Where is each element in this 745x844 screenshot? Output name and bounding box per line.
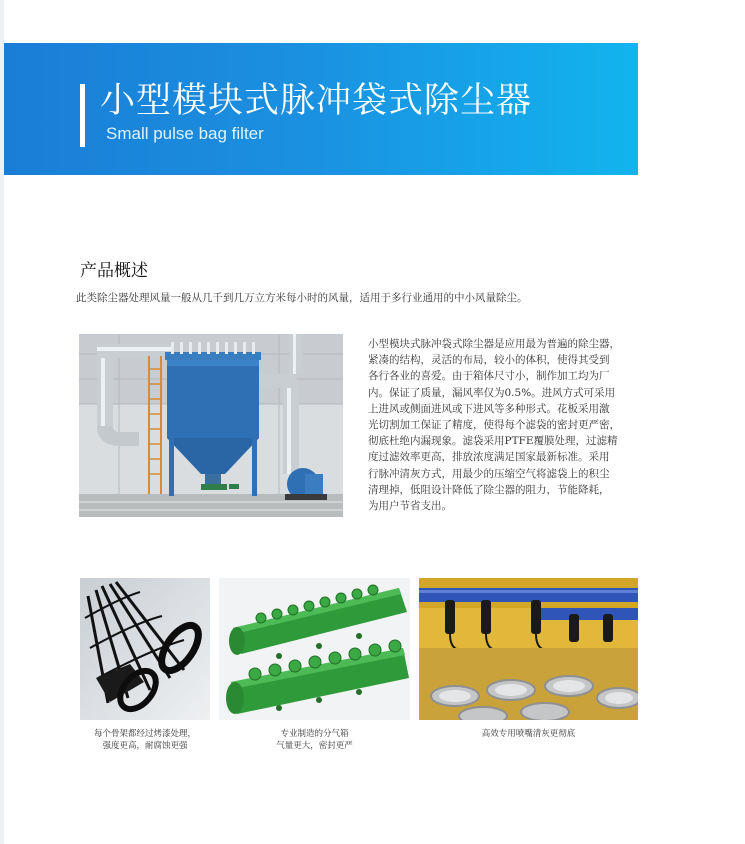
nozzle-caption (419, 728, 638, 740)
description-line: 为用户节省支出。 (368, 500, 452, 513)
description-line: 光切割加工保证了精度，使得每个滤袋的密封更严密， (368, 419, 620, 432)
dust-collector-photo (79, 334, 343, 517)
description-line: 上进风或侧面进风或下进风等多种形式。花板采用激 (368, 402, 610, 415)
intro-paragraph: 此类除尘器处理风量一般从几千到几万立方米每小时的风量，适用于多行业通用的中小风量除尘。 (76, 292, 528, 304)
description-line: 彻底杜绝内漏现象。滤袋采用PTFE覆膜处理，过滤精 (368, 435, 618, 448)
nozzle-photo (419, 578, 638, 720)
page-subtitle: Small pulse bag filter (106, 124, 264, 143)
air-manifold-caption (219, 728, 410, 752)
filter-cage-photo (80, 578, 210, 720)
product-description (368, 336, 644, 514)
caption-line: 每个骨架都经过烤漆处理， (93, 729, 196, 739)
caption-line: 强度更高，耐腐蚀更强 (102, 741, 188, 751)
description-line: 行脉冲清灰方式，用最少的压缩空气将滤袋上的积尘 (368, 467, 610, 480)
air-manifold-photo (219, 578, 410, 720)
description-line: 各行各业的喜爱。由于箱体尺寸小，制作加工均为厂 (368, 370, 610, 383)
description-line: 清理掉，低阻设计降低了除尘器的阻力，节能降耗， (368, 483, 610, 496)
banner-accent-bar (80, 84, 85, 147)
filter-cage-caption (80, 728, 210, 752)
caption-line: 专业制造的分气箱 (280, 729, 349, 739)
description-line: 内。保证了质量，漏风率仅为0.5%。进风方式可采用 (368, 386, 616, 399)
page-title: 小型模块式脉冲袋式除尘器 (100, 81, 533, 121)
description-line: 小型模块式脉冲袋式除尘器是应用最为普遍的除尘器， (368, 338, 620, 350)
section-heading: 产品概述 (80, 261, 148, 281)
description-line: 度过滤效率更高，排放浓度满足国家最新标准。采用 (368, 451, 610, 464)
caption-line: 高效专用喷嘴清灰更彻底 (481, 729, 576, 739)
caption-line: 气量更大，密封更严 (276, 741, 353, 751)
title-banner (4, 43, 638, 175)
description-line: 紧凑的结构，灵活的布局，较小的体积，使得其受到 (368, 354, 610, 367)
